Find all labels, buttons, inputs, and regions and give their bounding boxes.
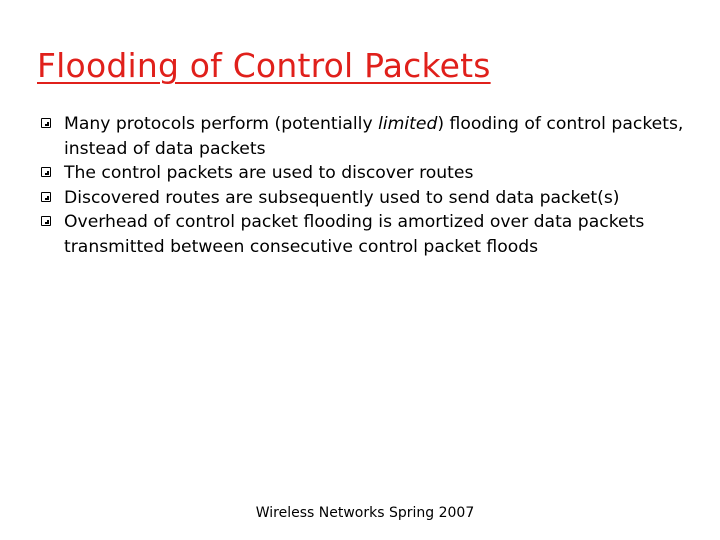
bullet-text: The control packets are used to discover routes xyxy=(64,163,474,184)
bullet-list xyxy=(40,112,690,260)
bullet-item xyxy=(40,112,690,161)
checkbox-bullet-icon xyxy=(41,192,51,202)
bullet-text: Overhead of control packet flooding is amortized over data packets transmitted between consecutive control packet floods xyxy=(64,212,645,257)
bullet-item xyxy=(40,186,690,211)
bullet-text: Many protocols perform (potentially limited) flooding of control packets, instead of data packets xyxy=(64,114,684,159)
checkbox-bullet-icon xyxy=(41,216,51,226)
slide-footer: Wireless Networks Spring 2007 xyxy=(255,505,475,521)
checkbox-bullet-icon xyxy=(41,167,51,177)
bullet-text: Discovered routes are subsequently used to send data packet(s) xyxy=(64,187,620,208)
bullet-item xyxy=(40,210,690,259)
slide-title: Flooding of Control Packets xyxy=(37,46,491,85)
bullet-item xyxy=(40,161,690,186)
checkbox-bullet-icon xyxy=(41,118,51,128)
